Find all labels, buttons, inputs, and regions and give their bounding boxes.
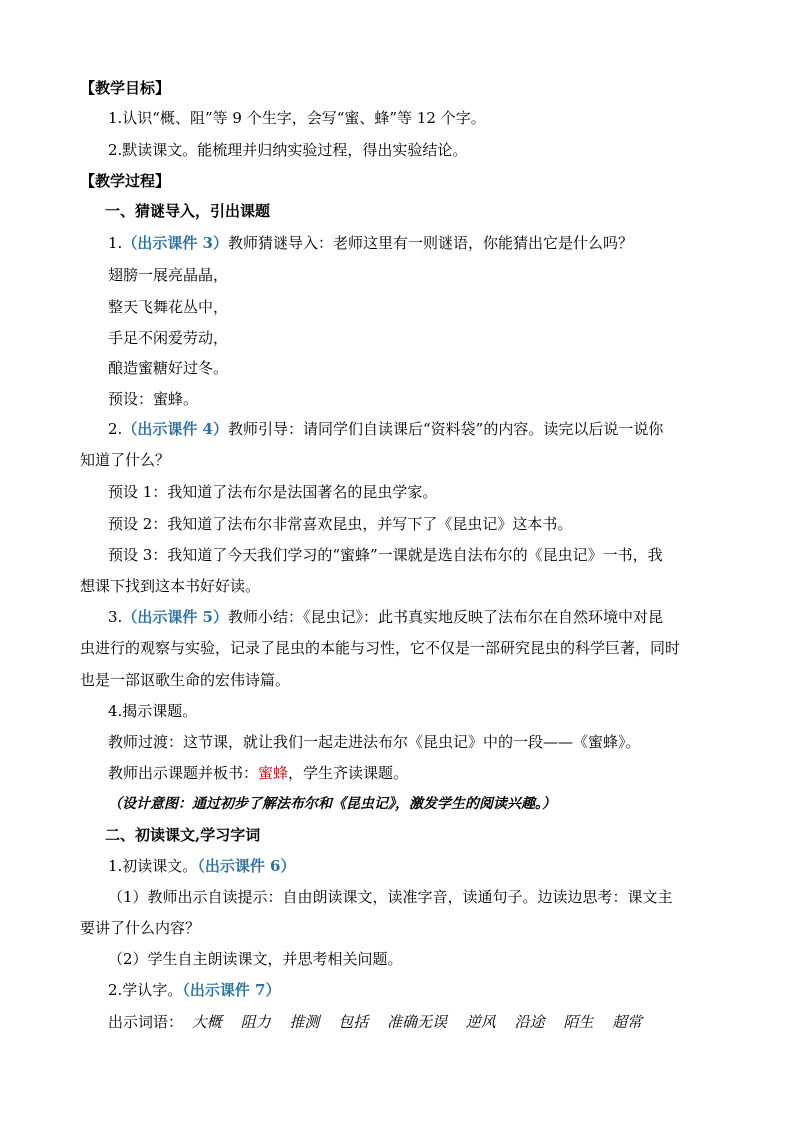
goal-2: 2.默读课文。能梳理并归纳实验过程，得出实验结论。	[108, 141, 468, 159]
vocab-word: 沿途	[514, 1013, 545, 1031]
item-text: 教师小结：《昆虫记》：此书真实地反映了法布尔在自然环境中对昆	[227, 608, 663, 626]
vocab-word: 准确无误	[386, 1013, 447, 1031]
preset-3-line1: 预设 3：我知道了今天我们学习的“蜜蜂”一课就是选自法布尔的《昆虫记》一书，我	[108, 546, 663, 564]
item-number: 2.	[108, 420, 123, 438]
part1-item3	[108, 607, 794, 627]
item-text: 教师引导：请同学们自读课后“资料袋”的内容。读完以后说一说你	[227, 420, 664, 438]
item-text: 教师猜谜导入：老师这里有一则谜语，你能猜出它是什么吗？	[227, 234, 633, 252]
part1-title: 一、猜谜导入，引出课题	[105, 202, 271, 220]
vocabulary-label: 出示词语：	[108, 1013, 184, 1031]
design-intent: （设计意图：通过初步了解法布尔和《昆虫记》，激发学生的阅读兴趣。）	[108, 796, 556, 812]
part2-item2	[108, 980, 794, 1000]
riddle-answer: 预设：蜜蜂。	[108, 390, 199, 408]
preset-3-line2: 想课下找到这本书好好读。	[80, 577, 261, 595]
courseware-tag: （出示课件 3）	[122, 234, 228, 252]
courseware-tag: （出示课件 6）	[197, 857, 296, 875]
board-post: ，学生齐读课题。	[288, 764, 409, 782]
riddle-line-3: 手足不闲爱劳动，	[108, 329, 229, 347]
preset-1: 预设 1：我知道了法布尔是法国著名的昆虫学家。	[108, 483, 438, 501]
step-1-line2: 要讲了什么内容？	[80, 919, 201, 937]
courseware-tag: （出示课件 5）	[122, 608, 228, 626]
vocab-word: 逆风	[465, 1013, 496, 1031]
section-teaching-goals-title: 【教学目标】	[80, 79, 171, 97]
item-text: 1.初读课文。	[108, 857, 198, 875]
vocab-word: 超常	[612, 1013, 643, 1031]
part1-item2	[108, 419, 794, 439]
part2-item1	[108, 856, 794, 876]
item-text: 2.学认字。	[108, 981, 183, 999]
vocab-word: 包括	[338, 1013, 369, 1031]
vocab-word: 阻力	[240, 1013, 271, 1031]
vocab-word: 大概	[191, 1013, 222, 1031]
vocabulary-list	[108, 1012, 794, 1032]
part1-item4: 4.揭示课题。	[108, 702, 198, 720]
board-pre: 教师出示课题并板书：	[108, 764, 259, 782]
riddle-line-2: 整天飞舞花丛中，	[108, 298, 229, 316]
part1-item2-cont: 知道了什么？	[80, 451, 171, 469]
vocab-word: 推测	[289, 1013, 320, 1031]
part2-title: 二、初读课文,学习字词	[105, 826, 261, 844]
item-number: 3.	[108, 608, 123, 626]
board-word: 蜜蜂	[258, 764, 289, 782]
courseware-tag: （出示课件 4）	[122, 420, 228, 438]
board-writing	[108, 763, 794, 783]
preset-2: 预设 2：我知道了法布尔非常喜欢昆虫，并写下了《昆虫记》这本书。	[108, 515, 573, 533]
item-number: 1.	[108, 234, 123, 252]
goal-1: 1.认识“概、阻”等 9 个生字，会写“蜜、蜂”等 12 个字。	[108, 109, 486, 127]
teacher-transition: 教师过渡：这节课，就让我们一起走进法布尔《昆虫记》中的一段——《蜜蜂》。	[108, 733, 641, 751]
part1-item3-cont1: 虫进行的观察与实验，记录了昆虫的本能与习性，它不仅是一部研究昆虫的科学巨著，同时	[80, 639, 681, 657]
step-2: （2）学生自主朗读课文，并思考相关问题。	[108, 950, 403, 968]
riddle-line-4: 酿造蜜糖好过冬。	[108, 359, 229, 377]
part1-item3-cont2: 也是一部讴歌生命的宏伟诗篇。	[80, 671, 291, 689]
vocab-word: 陌生	[563, 1013, 594, 1031]
step-1-line1: （1）教师出示自读提示：自由朗读课文，读准字音，读通句子。边读边思考：课文主	[108, 888, 673, 906]
courseware-tag: （出示课件 7）	[182, 981, 281, 999]
part1-item1	[108, 233, 794, 253]
riddle-line-1: 翅膀一展亮晶晶，	[108, 266, 229, 284]
section-teaching-process-title: 【教学过程】	[80, 172, 171, 190]
